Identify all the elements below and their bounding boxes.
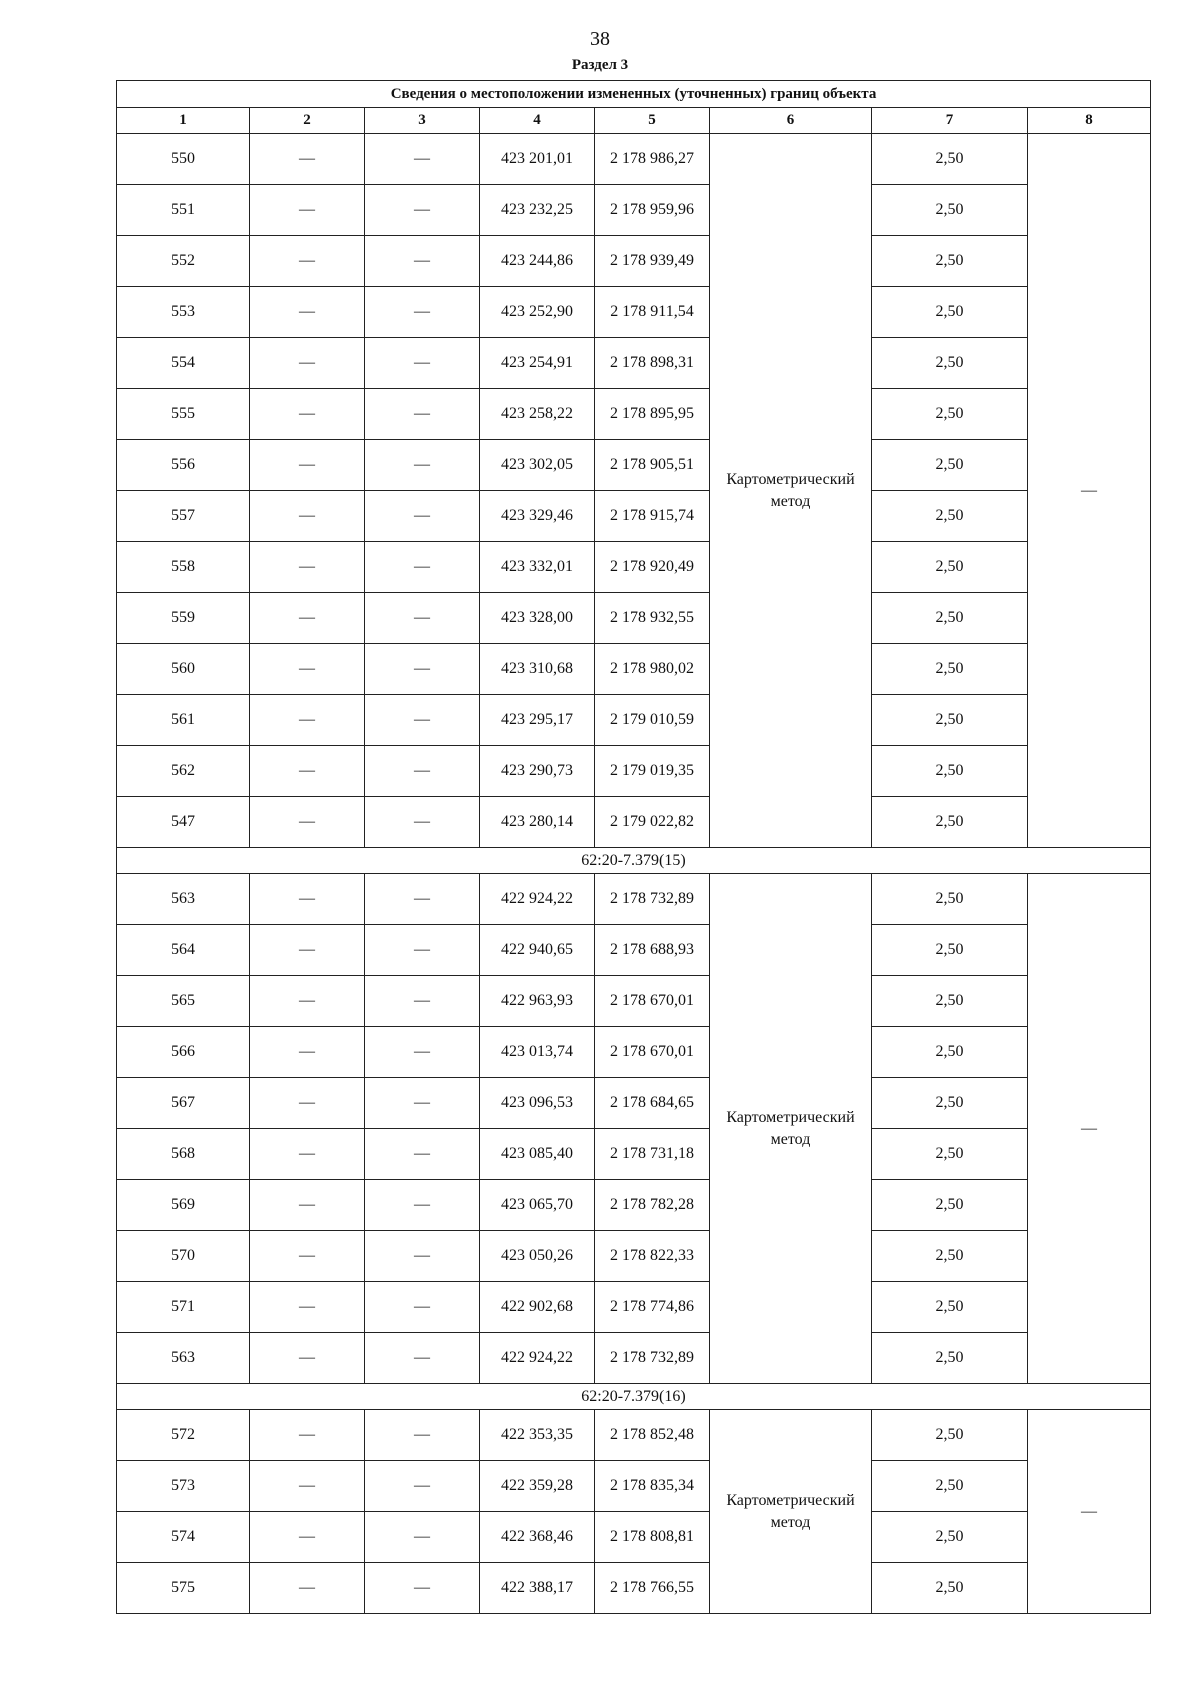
- method-cell: [710, 1410, 872, 1614]
- column-3-cell: —: [365, 1410, 480, 1461]
- column-2-cell: —: [250, 134, 365, 185]
- accuracy-cell: 2,50: [872, 644, 1028, 695]
- column-2-cell: —: [250, 1563, 365, 1614]
- point-number-cell: 571: [117, 1282, 250, 1333]
- column-3-cell: —: [365, 593, 480, 644]
- table-row: [117, 1129, 1151, 1180]
- accuracy-cell: 2,50: [872, 925, 1028, 976]
- y-coordinate-cell: 2 178 670,01: [595, 1027, 710, 1078]
- x-coordinate-cell: 422 924,22: [480, 874, 595, 925]
- column-3-cell: —: [365, 1129, 480, 1180]
- y-coordinate-cell: 2 179 022,82: [595, 797, 710, 848]
- y-coordinate-cell: 2 178 895,95: [595, 389, 710, 440]
- y-coordinate-cell: 2 178 915,74: [595, 491, 710, 542]
- table-row: [117, 542, 1151, 593]
- method-cell: [710, 874, 872, 1384]
- group-label: 62:20-7.379(15): [117, 848, 1151, 874]
- x-coordinate-cell: 423 096,53: [480, 1078, 595, 1129]
- x-coordinate-cell: 423 302,05: [480, 440, 595, 491]
- method-cell: [710, 134, 872, 848]
- table-row: [117, 695, 1151, 746]
- table-row: [117, 1563, 1151, 1614]
- table-row: [117, 874, 1151, 925]
- x-coordinate-cell: 423 258,22: [480, 389, 595, 440]
- table-row: [117, 976, 1151, 1027]
- x-coordinate-cell: 422 924,22: [480, 1333, 595, 1384]
- point-number-cell: 567: [117, 1078, 250, 1129]
- table-row: [117, 491, 1151, 542]
- point-number-cell: 573: [117, 1461, 250, 1512]
- accuracy-cell: 2,50: [872, 1231, 1028, 1282]
- point-number-cell: 566: [117, 1027, 250, 1078]
- point-number-cell: 561: [117, 695, 250, 746]
- method-text: Картометрический метод: [726, 1491, 855, 1531]
- column-2-cell: —: [250, 593, 365, 644]
- column-3-cell: —: [365, 542, 480, 593]
- point-number-cell: 564: [117, 925, 250, 976]
- column-2-cell: —: [250, 236, 365, 287]
- table-row: [117, 925, 1151, 976]
- y-coordinate-cell: 2 178 732,89: [595, 874, 710, 925]
- x-coordinate-cell: 423 280,14: [480, 797, 595, 848]
- point-number-cell: 558: [117, 542, 250, 593]
- accuracy-cell: 2,50: [872, 491, 1028, 542]
- column-2-cell: —: [250, 389, 365, 440]
- accuracy-cell: 2,50: [872, 1027, 1028, 1078]
- point-number-cell: 563: [117, 874, 250, 925]
- column-3-cell: —: [365, 976, 480, 1027]
- x-coordinate-cell: 423 232,25: [480, 185, 595, 236]
- y-coordinate-cell: 2 178 766,55: [595, 1563, 710, 1614]
- column-2-cell: —: [250, 925, 365, 976]
- accuracy-cell: 2,50: [872, 1512, 1028, 1563]
- table-row: [117, 1512, 1151, 1563]
- column-number: 7: [872, 108, 1028, 134]
- accuracy-cell: 2,50: [872, 134, 1028, 185]
- y-coordinate-cell: 2 178 920,49: [595, 542, 710, 593]
- table-row: [117, 1282, 1151, 1333]
- accuracy-cell: 2,50: [872, 1410, 1028, 1461]
- column-number: 1: [117, 108, 250, 134]
- x-coordinate-cell: 422 963,93: [480, 976, 595, 1027]
- y-coordinate-cell: 2 178 688,93: [595, 925, 710, 976]
- y-coordinate-cell: 2 178 774,86: [595, 1282, 710, 1333]
- column-2-cell: —: [250, 1078, 365, 1129]
- y-coordinate-cell: 2 178 808,81: [595, 1512, 710, 1563]
- point-number-cell: 569: [117, 1180, 250, 1231]
- table-row: [117, 440, 1151, 491]
- x-coordinate-cell: 422 368,46: [480, 1512, 595, 1563]
- x-coordinate-cell: 423 050,26: [480, 1231, 595, 1282]
- x-coordinate-cell: 423 254,91: [480, 338, 595, 389]
- table-body: [117, 134, 1151, 1614]
- table-row: [117, 1027, 1151, 1078]
- point-number-cell: 550: [117, 134, 250, 185]
- method-text: Картометрический метод: [726, 470, 855, 510]
- column-2-cell: —: [250, 1027, 365, 1078]
- column-3-cell: —: [365, 389, 480, 440]
- column-2-cell: —: [250, 1231, 365, 1282]
- table-row: [117, 746, 1151, 797]
- table-row: [117, 797, 1151, 848]
- column-2-cell: —: [250, 1333, 365, 1384]
- column-2-cell: —: [250, 695, 365, 746]
- table-row: [117, 1180, 1151, 1231]
- table-caption: Сведения о местоположении измененных (уточненных) границ объекта: [117, 81, 1151, 108]
- x-coordinate-cell: 422 902,68: [480, 1282, 595, 1333]
- point-number-cell: 555: [117, 389, 250, 440]
- column-3-cell: —: [365, 1282, 480, 1333]
- column-2-cell: —: [250, 874, 365, 925]
- accuracy-cell: 2,50: [872, 797, 1028, 848]
- column-2-cell: —: [250, 1180, 365, 1231]
- accuracy-cell: 2,50: [872, 185, 1028, 236]
- point-number-cell: 551: [117, 185, 250, 236]
- accuracy-cell: 2,50: [872, 1461, 1028, 1512]
- column-2-cell: —: [250, 1129, 365, 1180]
- table-row: [117, 185, 1151, 236]
- column-3-cell: —: [365, 1180, 480, 1231]
- column-3-cell: —: [365, 491, 480, 542]
- column-2-cell: —: [250, 287, 365, 338]
- column-2-cell: —: [250, 644, 365, 695]
- x-coordinate-cell: 423 013,74: [480, 1027, 595, 1078]
- column-8-cell: —: [1028, 874, 1151, 1384]
- x-coordinate-cell: 423 290,73: [480, 746, 595, 797]
- x-coordinate-cell: 423 085,40: [480, 1129, 595, 1180]
- point-number-cell: 574: [117, 1512, 250, 1563]
- table-row: [117, 1461, 1151, 1512]
- column-3-cell: —: [365, 874, 480, 925]
- accuracy-cell: 2,50: [872, 1563, 1028, 1614]
- column-2-cell: —: [250, 976, 365, 1027]
- y-coordinate-cell: 2 178 986,27: [595, 134, 710, 185]
- y-coordinate-cell: 2 178 939,49: [595, 236, 710, 287]
- column-2-cell: —: [250, 1461, 365, 1512]
- point-number-cell: 565: [117, 976, 250, 1027]
- column-3-cell: —: [365, 746, 480, 797]
- column-3-cell: —: [365, 1027, 480, 1078]
- table-row: [117, 644, 1151, 695]
- column-3-cell: —: [365, 134, 480, 185]
- column-2-cell: —: [250, 440, 365, 491]
- y-coordinate-cell: 2 178 782,28: [595, 1180, 710, 1231]
- point-number-cell: 553: [117, 287, 250, 338]
- column-3-cell: —: [365, 1333, 480, 1384]
- y-coordinate-cell: 2 178 835,34: [595, 1461, 710, 1512]
- column-3-cell: —: [365, 644, 480, 695]
- accuracy-cell: 2,50: [872, 746, 1028, 797]
- accuracy-cell: 2,50: [872, 287, 1028, 338]
- point-number-cell: 572: [117, 1410, 250, 1461]
- table-row: [117, 1333, 1151, 1384]
- table-row: [117, 236, 1151, 287]
- table-row: [117, 1410, 1151, 1461]
- y-coordinate-cell: 2 178 911,54: [595, 287, 710, 338]
- point-number-cell: 575: [117, 1563, 250, 1614]
- accuracy-cell: 2,50: [872, 1282, 1028, 1333]
- x-coordinate-cell: 423 310,68: [480, 644, 595, 695]
- y-coordinate-cell: 2 178 852,48: [595, 1410, 710, 1461]
- point-number-cell: 562: [117, 746, 250, 797]
- column-3-cell: —: [365, 185, 480, 236]
- column-3-cell: —: [365, 1461, 480, 1512]
- x-coordinate-cell: 423 244,86: [480, 236, 595, 287]
- page-number: 38: [590, 28, 610, 50]
- accuracy-cell: 2,50: [872, 695, 1028, 746]
- table-row: [117, 287, 1151, 338]
- column-2-cell: —: [250, 1282, 365, 1333]
- point-number-cell: 547: [117, 797, 250, 848]
- column-3-cell: —: [365, 287, 480, 338]
- column-3-cell: —: [365, 797, 480, 848]
- column-3-cell: —: [365, 695, 480, 746]
- x-coordinate-cell: 422 353,35: [480, 1410, 595, 1461]
- column-2-cell: —: [250, 542, 365, 593]
- accuracy-cell: 2,50: [872, 1129, 1028, 1180]
- y-coordinate-cell: 2 178 684,65: [595, 1078, 710, 1129]
- column-8-cell: —: [1028, 134, 1151, 848]
- x-coordinate-cell: 423 252,90: [480, 287, 595, 338]
- column-2-cell: —: [250, 746, 365, 797]
- column-2-cell: —: [250, 185, 365, 236]
- y-coordinate-cell: 2 179 019,35: [595, 746, 710, 797]
- accuracy-cell: 2,50: [872, 440, 1028, 491]
- accuracy-cell: 2,50: [872, 1180, 1028, 1231]
- column-2-cell: —: [250, 338, 365, 389]
- point-number-cell: 568: [117, 1129, 250, 1180]
- point-number-cell: 554: [117, 338, 250, 389]
- column-3-cell: —: [365, 338, 480, 389]
- table-row: [117, 593, 1151, 644]
- x-coordinate-cell: 423 329,46: [480, 491, 595, 542]
- y-coordinate-cell: 2 178 670,01: [595, 976, 710, 1027]
- column-2-cell: —: [250, 797, 365, 848]
- column-2-cell: —: [250, 1410, 365, 1461]
- y-coordinate-cell: 2 178 932,55: [595, 593, 710, 644]
- column-number: 6: [710, 108, 872, 134]
- y-coordinate-cell: 2 178 980,02: [595, 644, 710, 695]
- accuracy-cell: 2,50: [872, 976, 1028, 1027]
- column-number: 2: [250, 108, 365, 134]
- accuracy-cell: 2,50: [872, 542, 1028, 593]
- x-coordinate-cell: 423 201,01: [480, 134, 595, 185]
- group-label-row: [117, 848, 1151, 874]
- group-label: 62:20-7.379(16): [117, 1384, 1151, 1410]
- y-coordinate-cell: 2 178 959,96: [595, 185, 710, 236]
- table-row: [117, 1078, 1151, 1129]
- x-coordinate-cell: 423 332,01: [480, 542, 595, 593]
- point-number-cell: 563: [117, 1333, 250, 1384]
- table-row: [117, 338, 1151, 389]
- table-row: [117, 134, 1151, 185]
- method-text: Картометрический метод: [726, 1108, 855, 1148]
- y-coordinate-cell: 2 178 731,18: [595, 1129, 710, 1180]
- column-number: 5: [595, 108, 710, 134]
- table-row: [117, 1231, 1151, 1282]
- accuracy-cell: 2,50: [872, 389, 1028, 440]
- y-coordinate-cell: 2 178 732,89: [595, 1333, 710, 1384]
- group-label-row: [117, 1384, 1151, 1410]
- x-coordinate-cell: 422 359,28: [480, 1461, 595, 1512]
- boundary-coordinates-table: [116, 80, 1151, 1614]
- x-coordinate-cell: 423 328,00: [480, 593, 595, 644]
- column-3-cell: —: [365, 1563, 480, 1614]
- x-coordinate-cell: 423 295,17: [480, 695, 595, 746]
- y-coordinate-cell: 2 178 905,51: [595, 440, 710, 491]
- accuracy-cell: 2,50: [872, 1078, 1028, 1129]
- column-number: 3: [365, 108, 480, 134]
- point-number-cell: 556: [117, 440, 250, 491]
- y-coordinate-cell: 2 178 822,33: [595, 1231, 710, 1282]
- accuracy-cell: 2,50: [872, 874, 1028, 925]
- column-3-cell: —: [365, 1512, 480, 1563]
- column-3-cell: —: [365, 925, 480, 976]
- y-coordinate-cell: 2 179 010,59: [595, 695, 710, 746]
- column-3-cell: —: [365, 1231, 480, 1282]
- x-coordinate-cell: 422 388,17: [480, 1563, 595, 1614]
- column-3-cell: —: [365, 1078, 480, 1129]
- y-coordinate-cell: 2 178 898,31: [595, 338, 710, 389]
- accuracy-cell: 2,50: [872, 1333, 1028, 1384]
- column-number: 4: [480, 108, 595, 134]
- table-row: [117, 389, 1151, 440]
- x-coordinate-cell: 422 940,65: [480, 925, 595, 976]
- section-title: Раздел 3: [571, 57, 629, 73]
- point-number-cell: 560: [117, 644, 250, 695]
- point-number-cell: 557: [117, 491, 250, 542]
- accuracy-cell: 2,50: [872, 593, 1028, 644]
- point-number-cell: 559: [117, 593, 250, 644]
- accuracy-cell: 2,50: [872, 338, 1028, 389]
- x-coordinate-cell: 423 065,70: [480, 1180, 595, 1231]
- column-3-cell: —: [365, 236, 480, 287]
- column-2-cell: —: [250, 1512, 365, 1563]
- column-number-row: [117, 108, 1151, 134]
- column-2-cell: —: [250, 491, 365, 542]
- point-number-cell: 552: [117, 236, 250, 287]
- point-number-cell: 570: [117, 1231, 250, 1282]
- accuracy-cell: 2,50: [872, 236, 1028, 287]
- column-number: 8: [1028, 108, 1151, 134]
- column-3-cell: —: [365, 440, 480, 491]
- column-8-cell: —: [1028, 1410, 1151, 1614]
